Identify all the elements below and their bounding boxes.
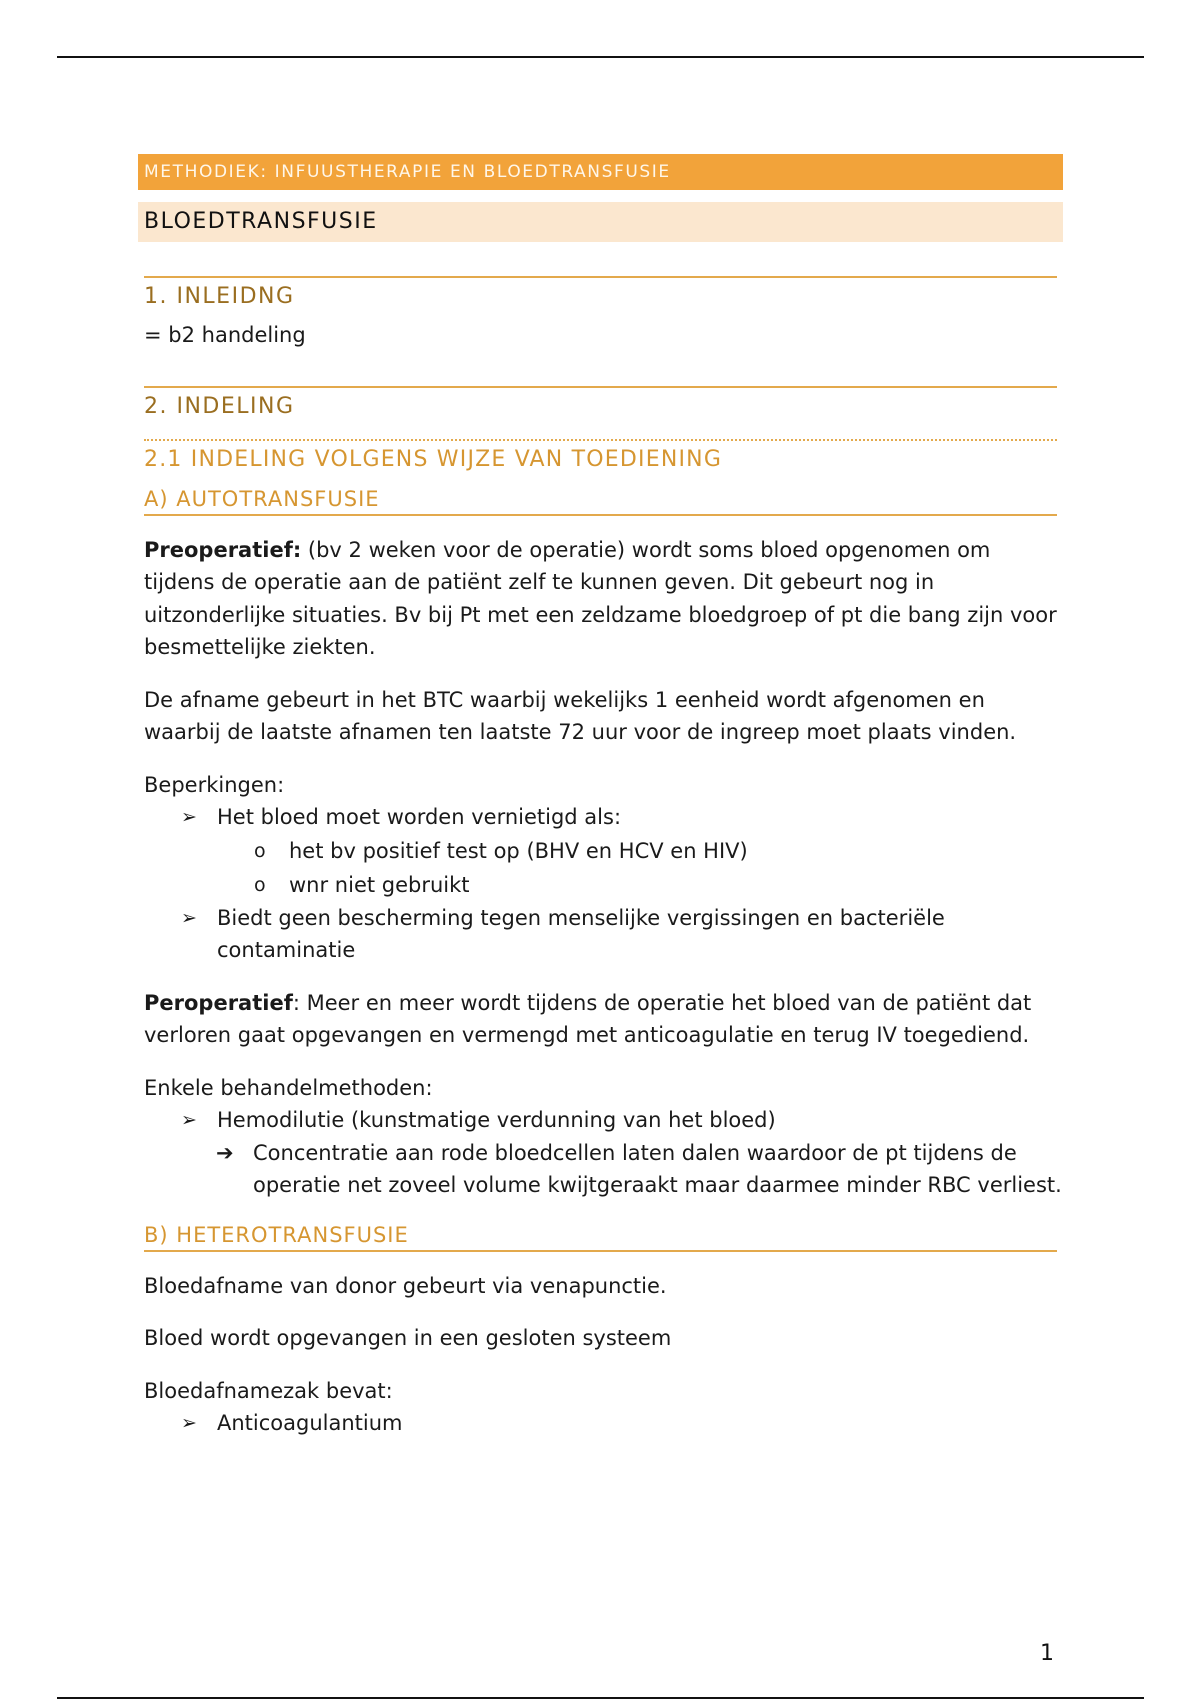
chapter-header-band: METHODIEK: INFUUSTHERAPIE EN BLOEDTRANSFUSIE bbox=[138, 154, 1063, 190]
bloedafnamezak-list bbox=[138, 1407, 1063, 1440]
heading-heterotransfusie: B) HETEROTRANSFUSIE bbox=[144, 1220, 1057, 1252]
label-bloedafnamezak: Bloedafnamezak bevat: bbox=[144, 1378, 393, 1403]
paragraph-bloedafname: Bloedafname van donor gebeurt via venapunctie. bbox=[144, 1273, 667, 1298]
label-preoperatief: Preoperatief: bbox=[144, 537, 302, 562]
circle-bullet-icon: o bbox=[254, 839, 266, 862]
beperkingen-list-cont bbox=[138, 902, 1063, 967]
arrow-right-icon: ➔ bbox=[216, 1140, 234, 1165]
beperkingen-list bbox=[138, 801, 1063, 834]
top-rule bbox=[57, 56, 1144, 58]
document-title: BLOEDTRANSFUSIE bbox=[138, 202, 1063, 242]
paragraph-afname: De afname gebeurt in het BTC waarbij wekelijks 1 eenheid wordt afgenomen en waarbij de laatste afnamen ten laatste 72 uur voor de ingreep moet plaats vinden. bbox=[144, 687, 1017, 744]
arrowhead-bullet-icon: ➢ bbox=[181, 1109, 197, 1131]
list-item: ➢ Het bloed moet worden vernietigd als: bbox=[138, 801, 1063, 834]
methoden-arrow-list bbox=[138, 1137, 1063, 1202]
list-item: ➢ Biedt geen bescherming tegen menselijke vergissingen en bacteriële contaminatie bbox=[138, 902, 1063, 967]
heading-indeling: 2. INDELING bbox=[144, 386, 1057, 419]
list-item: o het bv positief test op (BHV en HCV en HIV) bbox=[138, 834, 1063, 868]
heading-inleiding: 1. INLEIDNG bbox=[144, 276, 1057, 309]
arrowhead-bullet-icon: ➢ bbox=[181, 1412, 197, 1434]
label-behandelmethoden: Enkele behandelmethoden: bbox=[144, 1075, 433, 1100]
list-item: ➔ Concentratie aan rode bloedcellen laten dalen waardoor de pt tijdens de operatie net zoveel volume kwijtgeraakt maar daarmee minder RBC verliest. bbox=[138, 1137, 1063, 1202]
list-item: o wnr niet gebruikt bbox=[138, 868, 1063, 902]
methoden-list bbox=[138, 1104, 1063, 1137]
inleiding-text: = b2 handeling bbox=[144, 323, 306, 347]
text-peroperatief: : Meer en meer wordt tijdens de operatie het bloed van de patiënt dat verloren gaat opgevangen en vermengd met anticoagulatie en terug IV toegediend. bbox=[144, 990, 1032, 1047]
page-number: 1 bbox=[1040, 1641, 1054, 1666]
document-page bbox=[138, 154, 1063, 1440]
list-item: ➢ Anticoagulantium bbox=[138, 1407, 1063, 1440]
label-beperkingen: Beperkingen: bbox=[144, 772, 285, 797]
label-peroperatief: Peroperatief bbox=[144, 990, 293, 1015]
paragraph-peroperatief bbox=[138, 987, 1063, 1052]
bottom-rule bbox=[57, 1697, 1144, 1699]
arrowhead-bullet-icon: ➢ bbox=[181, 906, 197, 929]
heading-autotransfusie: A) AUTOTRANSFUSIE bbox=[144, 484, 1057, 516]
vernietigd-sublist bbox=[138, 834, 1063, 902]
text-preoperatief: (bv 2 weken voor de operatie) wordt soms bloed opgenomen om tijdens de operatie aan de patiënt zelf te kunnen geven. Dit gebeurt nog in uitzonderlijke situaties. Bv bij Pt met een zeldzame bloedgroep of pt die bang zijn voor besmettelijke ziekten. bbox=[144, 537, 1057, 659]
arrowhead-bullet-icon: ➢ bbox=[181, 806, 197, 828]
paragraph-preoperatief bbox=[138, 534, 1063, 664]
circle-bullet-icon: o bbox=[254, 873, 266, 896]
paragraph-gesloten-systeem: Bloed wordt opgevangen in een gesloten systeem bbox=[144, 1326, 672, 1350]
heading-indeling-toediening: 2.1 INDELING VOLGENS WIJZE VAN TOEDIENING bbox=[144, 439, 1057, 472]
list-item: ➢ Hemodilutie (kunstmatige verdunning van het bloed) bbox=[138, 1104, 1063, 1137]
